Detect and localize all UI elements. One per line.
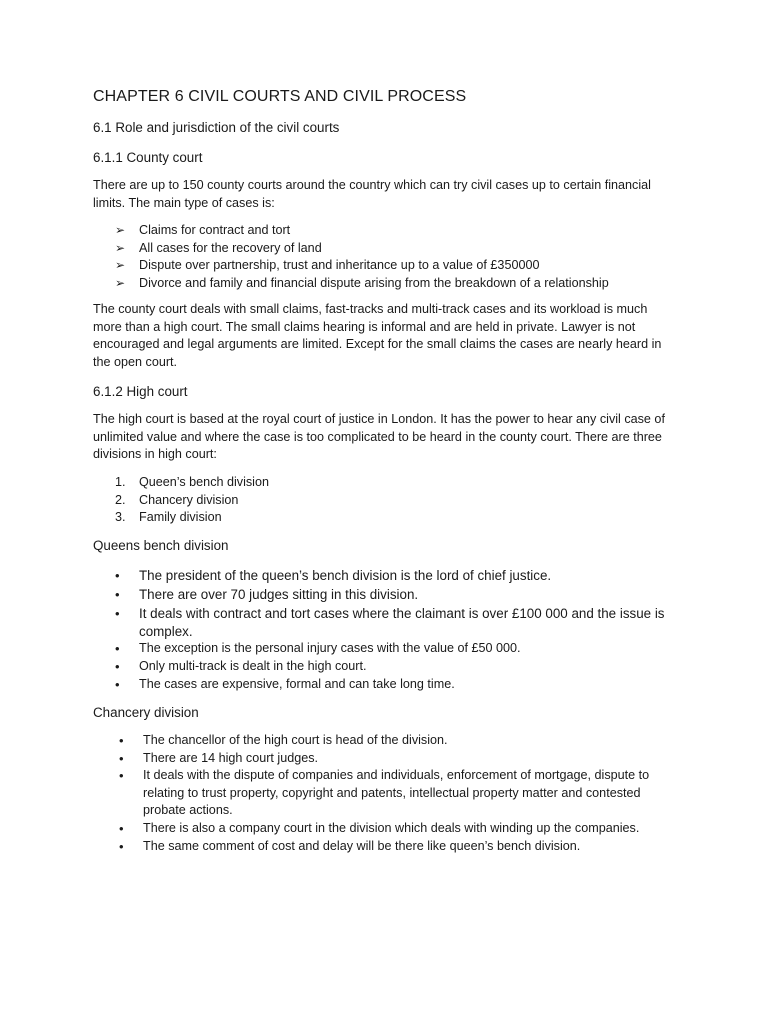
list-item: ➢ All cases for the recovery of land [93,240,673,258]
arrow-bullet-icon: ➢ [115,223,126,237]
high-court-intro-paragraph: The high court is based at the royal court of justice in London. It has the power to hear any civil case of unlimited value and where the case is too complicated to be heard in the county court. There are three divisions in high court: [93,412,665,462]
chancery-list [93,732,673,855]
bullet-icon: • [119,750,124,766]
list-item: • Only multi-track is dealt in the high court. [115,659,367,674]
bullet-icon: • [115,605,120,621]
county-intro-paragraph: There are up to 150 county courts around the country which can try civil cases up to certain financial limits. The main type of cases is: [93,178,651,210]
bullet-icon: • [119,768,124,784]
queens-bench-heading: Queens bench division [93,538,229,553]
arrow-bullet-icon: ➢ [115,240,126,255]
list-item: • The president of the queen’s bench division is the lord of chief justice. [93,566,673,585]
section-heading-6-1: 6.1 Role and jurisdiction of the civil courts [93,120,340,135]
queens-bench-list [93,566,673,693]
list-item: 1. Queen’s bench division [115,475,269,489]
list-item: • The same comment of cost and delay will be there like queen’s bench division. [119,838,581,854]
bullet-icon: • [115,659,120,674]
list-item: • The exception is the personal injury cases with the value of £50 000. [115,641,521,657]
bullet-icon: • [119,838,124,854]
arrow-bullet-icon: ➢ [115,275,126,290]
bullet-icon: • [115,587,120,603]
list-item: • There is also a company court in the division which deals with winding up the companies. [119,820,640,836]
list-item: ➢ Divorce and family and financial dispute arising from the breakdown of a relationship [93,275,673,293]
bullet-icon: • [119,820,124,836]
chapter-title: CHAPTER 6 CIVIL COURTS AND CIVIL PROCESS [93,88,467,105]
county-court-paragraph: The county court deals with small claims, fast-tracks and multi-track cases and its workload is much more than a high court. The small claims hearing is informal and are held in private. Lawyer is not encouraged and legal arguments are limited. Except for the small claims the cases are nearly heard in the open court. [93,302,662,369]
bullet-icon: • [115,568,120,583]
list-item: ➢ Claims for contract and tort [93,222,673,240]
county-cases-list [93,222,673,292]
arrow-bullet-icon: ➢ [115,258,126,273]
list-item: • It deals with contract and tort cases where the claimant is over £100 000 and the issue is complex. [115,605,665,639]
divisions-list [93,474,673,527]
section-heading-6-1-1: 6.1.1 County court [93,150,203,165]
list-item: • There are over 70 judges sitting in this division. [93,585,673,604]
list-item: • The cases are expensive, formal and can take long time. [115,676,455,692]
chancery-heading: Chancery division [93,705,199,720]
bullet-icon: • [115,676,120,692]
list-item: 2. Chancery division [115,492,239,507]
list-item: • It deals with the dispute of companies and individuals, enforcement of mortgage, dispute to relating to trust property, copyright and patents, intellectual property matter and contested probate actions. [119,768,650,818]
list-item: • There are 14 high court judges. [119,750,319,766]
list-item: • The chancellor of the high court is head of the division. [119,733,448,748]
bullet-icon: • [115,641,120,657]
bullet-icon: • [119,733,124,748]
list-item: 3. Family division [115,510,222,525]
section-heading-6-1-2: 6.1.2 High court [93,384,188,399]
list-item: ➢ Dispute over partnership, trust and inheritance up to a value of £350000 [93,257,673,275]
